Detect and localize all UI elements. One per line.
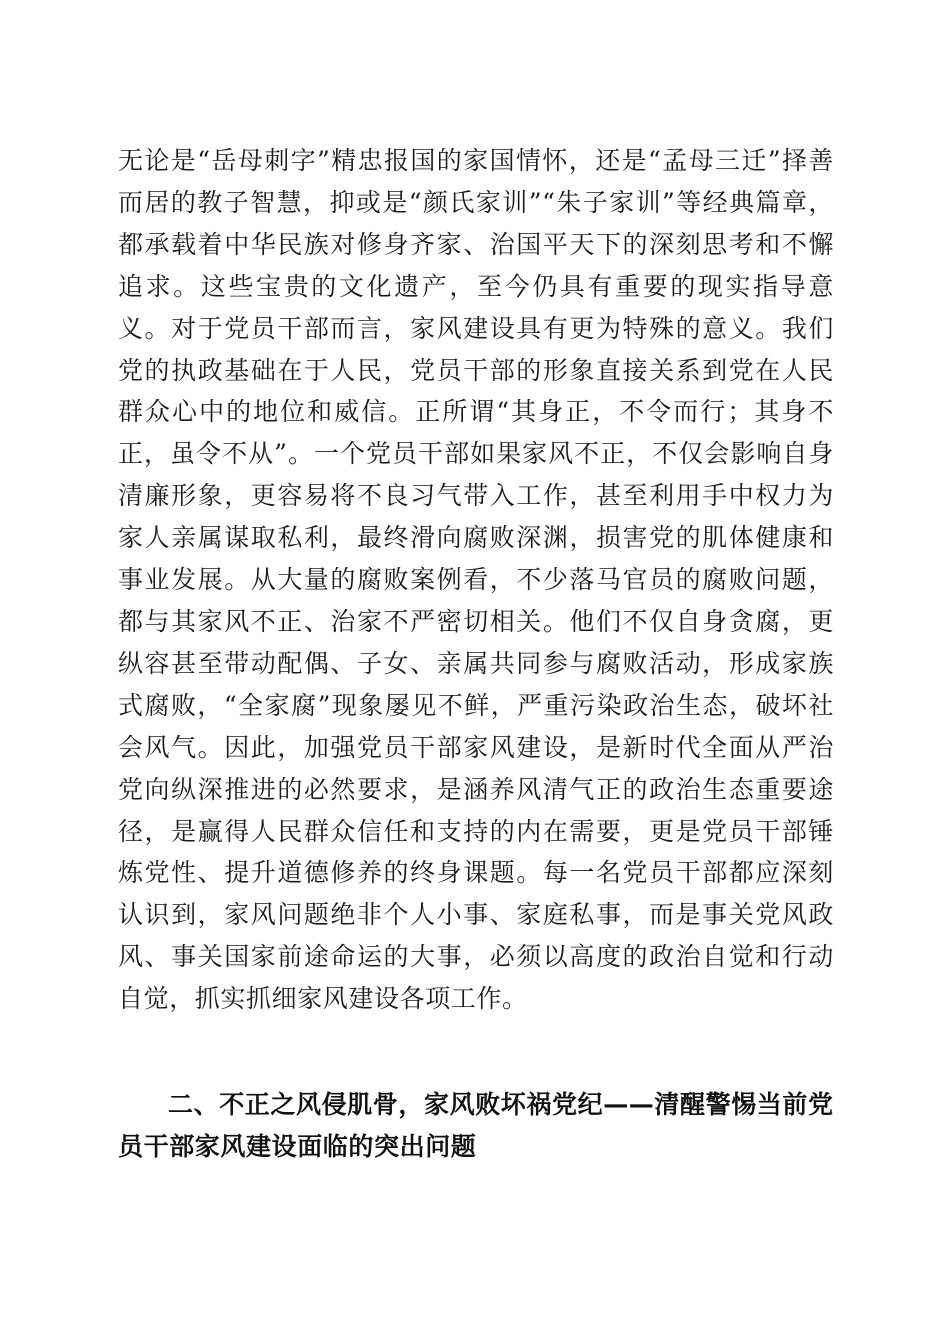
- section-heading: 二、不正之风侵肌骨，家风败坏祸党纪——清醒警惕当前党员干部家风建设面临的突出问题: [118, 1090, 834, 1161]
- body-paragraph: 无论是“岳母刺字”精忠报国的家国情怀，还是“孟母三迁”择善而居的教子智慧，抑或是“颜氏家训”“朱子家训”等经典篇章，都承载着中华民族对修身齐家、治国平天下的深刻思考和不懈追求。这些宝贵的文化遗产，至今仍具有重要的现实指导意义。对于党员干部而言，家风建设具有更为特殊的意义。我们党的执政基础在于人民，党员干部的形象直接关系到党在人民群众心中的地位和威信。正所谓“其身正，不令而行；其身不正，虽令不从”。一个党员干部如果家风不正，不仅会影响自身清廉形象，更容易将不良习气带入工作，甚至利用手中权力为家人亲属谋取私利，最终滑向腐败深渊，损害党的肌体健康和事业发展。从大量的腐败案例看，不少落马官员的腐败问题，都与其家风不正、治家不严密切相关。他们不仅自身贪腐，更纵容甚至带动配偶、子女、亲属共同参与腐败活动，形成家族式腐败，“全家腐”现象屡见不鲜，严重污染政治生态，破坏社会风气。因此，加强党员干部家风建设，是新时代全面从严治党向纵深推进的必然要求，是涵养风清气正的政治生态重要途径，是赢得人民群众信任和支持的内在需要，更是党员干部锤炼党性、提升道德修养的终身课题。每一名党员干部都应深刻认识到，家风问题绝非个人小事、家庭私事，而是事关党风政风、事关国家前途命运的大事，必须以高度的政治自觉和行动自觉，抓实抓细家风建设各项工作。: [118, 146, 834, 1014]
